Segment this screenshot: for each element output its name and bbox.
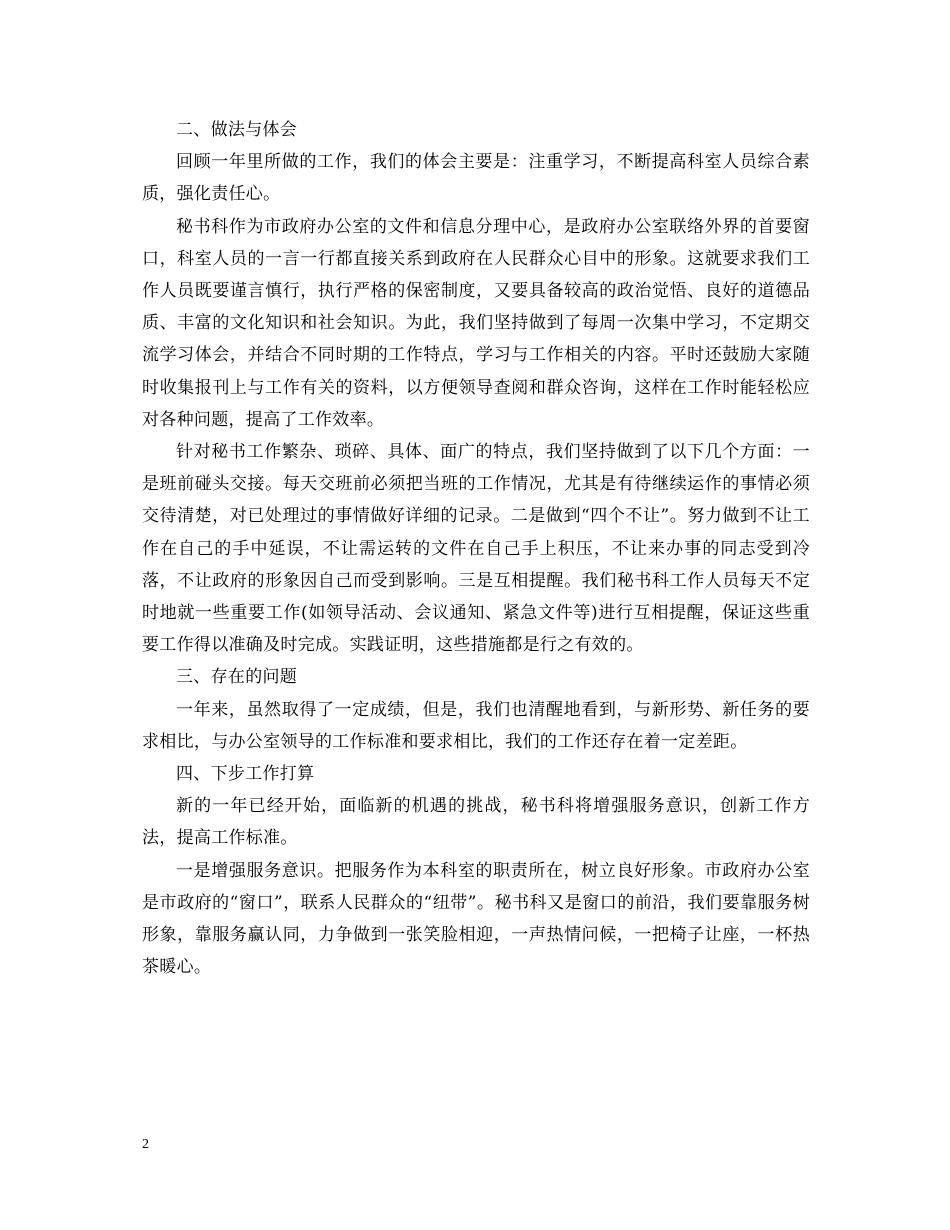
page-number: 2 bbox=[142, 1137, 149, 1152]
paragraph-problems: 一年来，虽然取得了一定成绩，但是，我们也清醒地看到，与新形势、新任务的要求相比，与办公室领导的工作标准和要求相比，我们的工作还存在着一定差距。 bbox=[142, 699, 810, 752]
section-heading-problems: 三、存在的问题 bbox=[176, 667, 298, 688]
section-heading-practices: 二、做法与体会 bbox=[176, 120, 298, 140]
section-heading-next-steps: 四、下步工作打算 bbox=[176, 764, 315, 785]
paragraph-new-year: 新的一年已经开始，面临新的机遇的挑战，秘书科将增强服务意识，创新工作方法，提高工作标准。 bbox=[142, 796, 810, 849]
paragraph-secretariat-role: 秘书科作为市政府办公室的文件和信息分理中心，是政府办公室联络外界的首要窗口，科室人员的一言一行都直接关系到政府在人民群众心目中的形象。这就要求我们工作人员既要谨言慎行，执行严格的保密制度，又要具备较高的政治觉悟、良好的道德品质、丰富的文化知识和社会知识。为此，我们坚持做到了每周一次集中学习，不定期交流学习体会，并结合不同时期的工作特点，学习与工作相关的内容。平时还鼓励大家随时收集报刊上与工作有关的资料，以方便领导查阅和群众咨询，这样在工作时能轻松应对各种问题，提高了工作效率。 bbox=[142, 216, 810, 430]
paragraph-service-awareness: 一是增强服务意识。把服务作为本科室的职责所在，树立良好形象。市政府办公室是市政府的“窗口”，联系人民群众的“纽带”。秘书科又是窗口的前沿，我们要靠服务树形象，靠服务赢认同，力争做到一张笑脸相迎，一声热情问候，一把椅子让座，一杯热茶暖心。 bbox=[142, 860, 810, 978]
document-body bbox=[142, 114, 810, 983]
paragraph-review: 回顾一年里所做的工作，我们的体会主要是：注重学习，不断提高科室人员综合素质，强化责任心。 bbox=[142, 152, 810, 205]
paragraph-measures: 针对秘书工作繁杂、琐碎、具体、面广的特点，我们坚持做到了以下几个方面：一是班前碰头交接。每天交班前必须把当班的工作情况，尤其是有待继续运作的事情必须交待清楚，对已处理过的事情做好详细的记录。二是做到“四个不让”。努力做到不让工作在自己的手中延误，不让需运转的文件在自己手上积压，不让来办事的同志受到冷落，不让政府的形象因自己而受到影响。三是互相提醒。我们秘书科工作人员每天不定时地就一些重要工作(如领导活动、会议通知、紧急文件等)进行互相提醒，保证这些重要工作得以准确及时完成。实践证明，这些措施都是行之有效的。 bbox=[142, 442, 810, 656]
